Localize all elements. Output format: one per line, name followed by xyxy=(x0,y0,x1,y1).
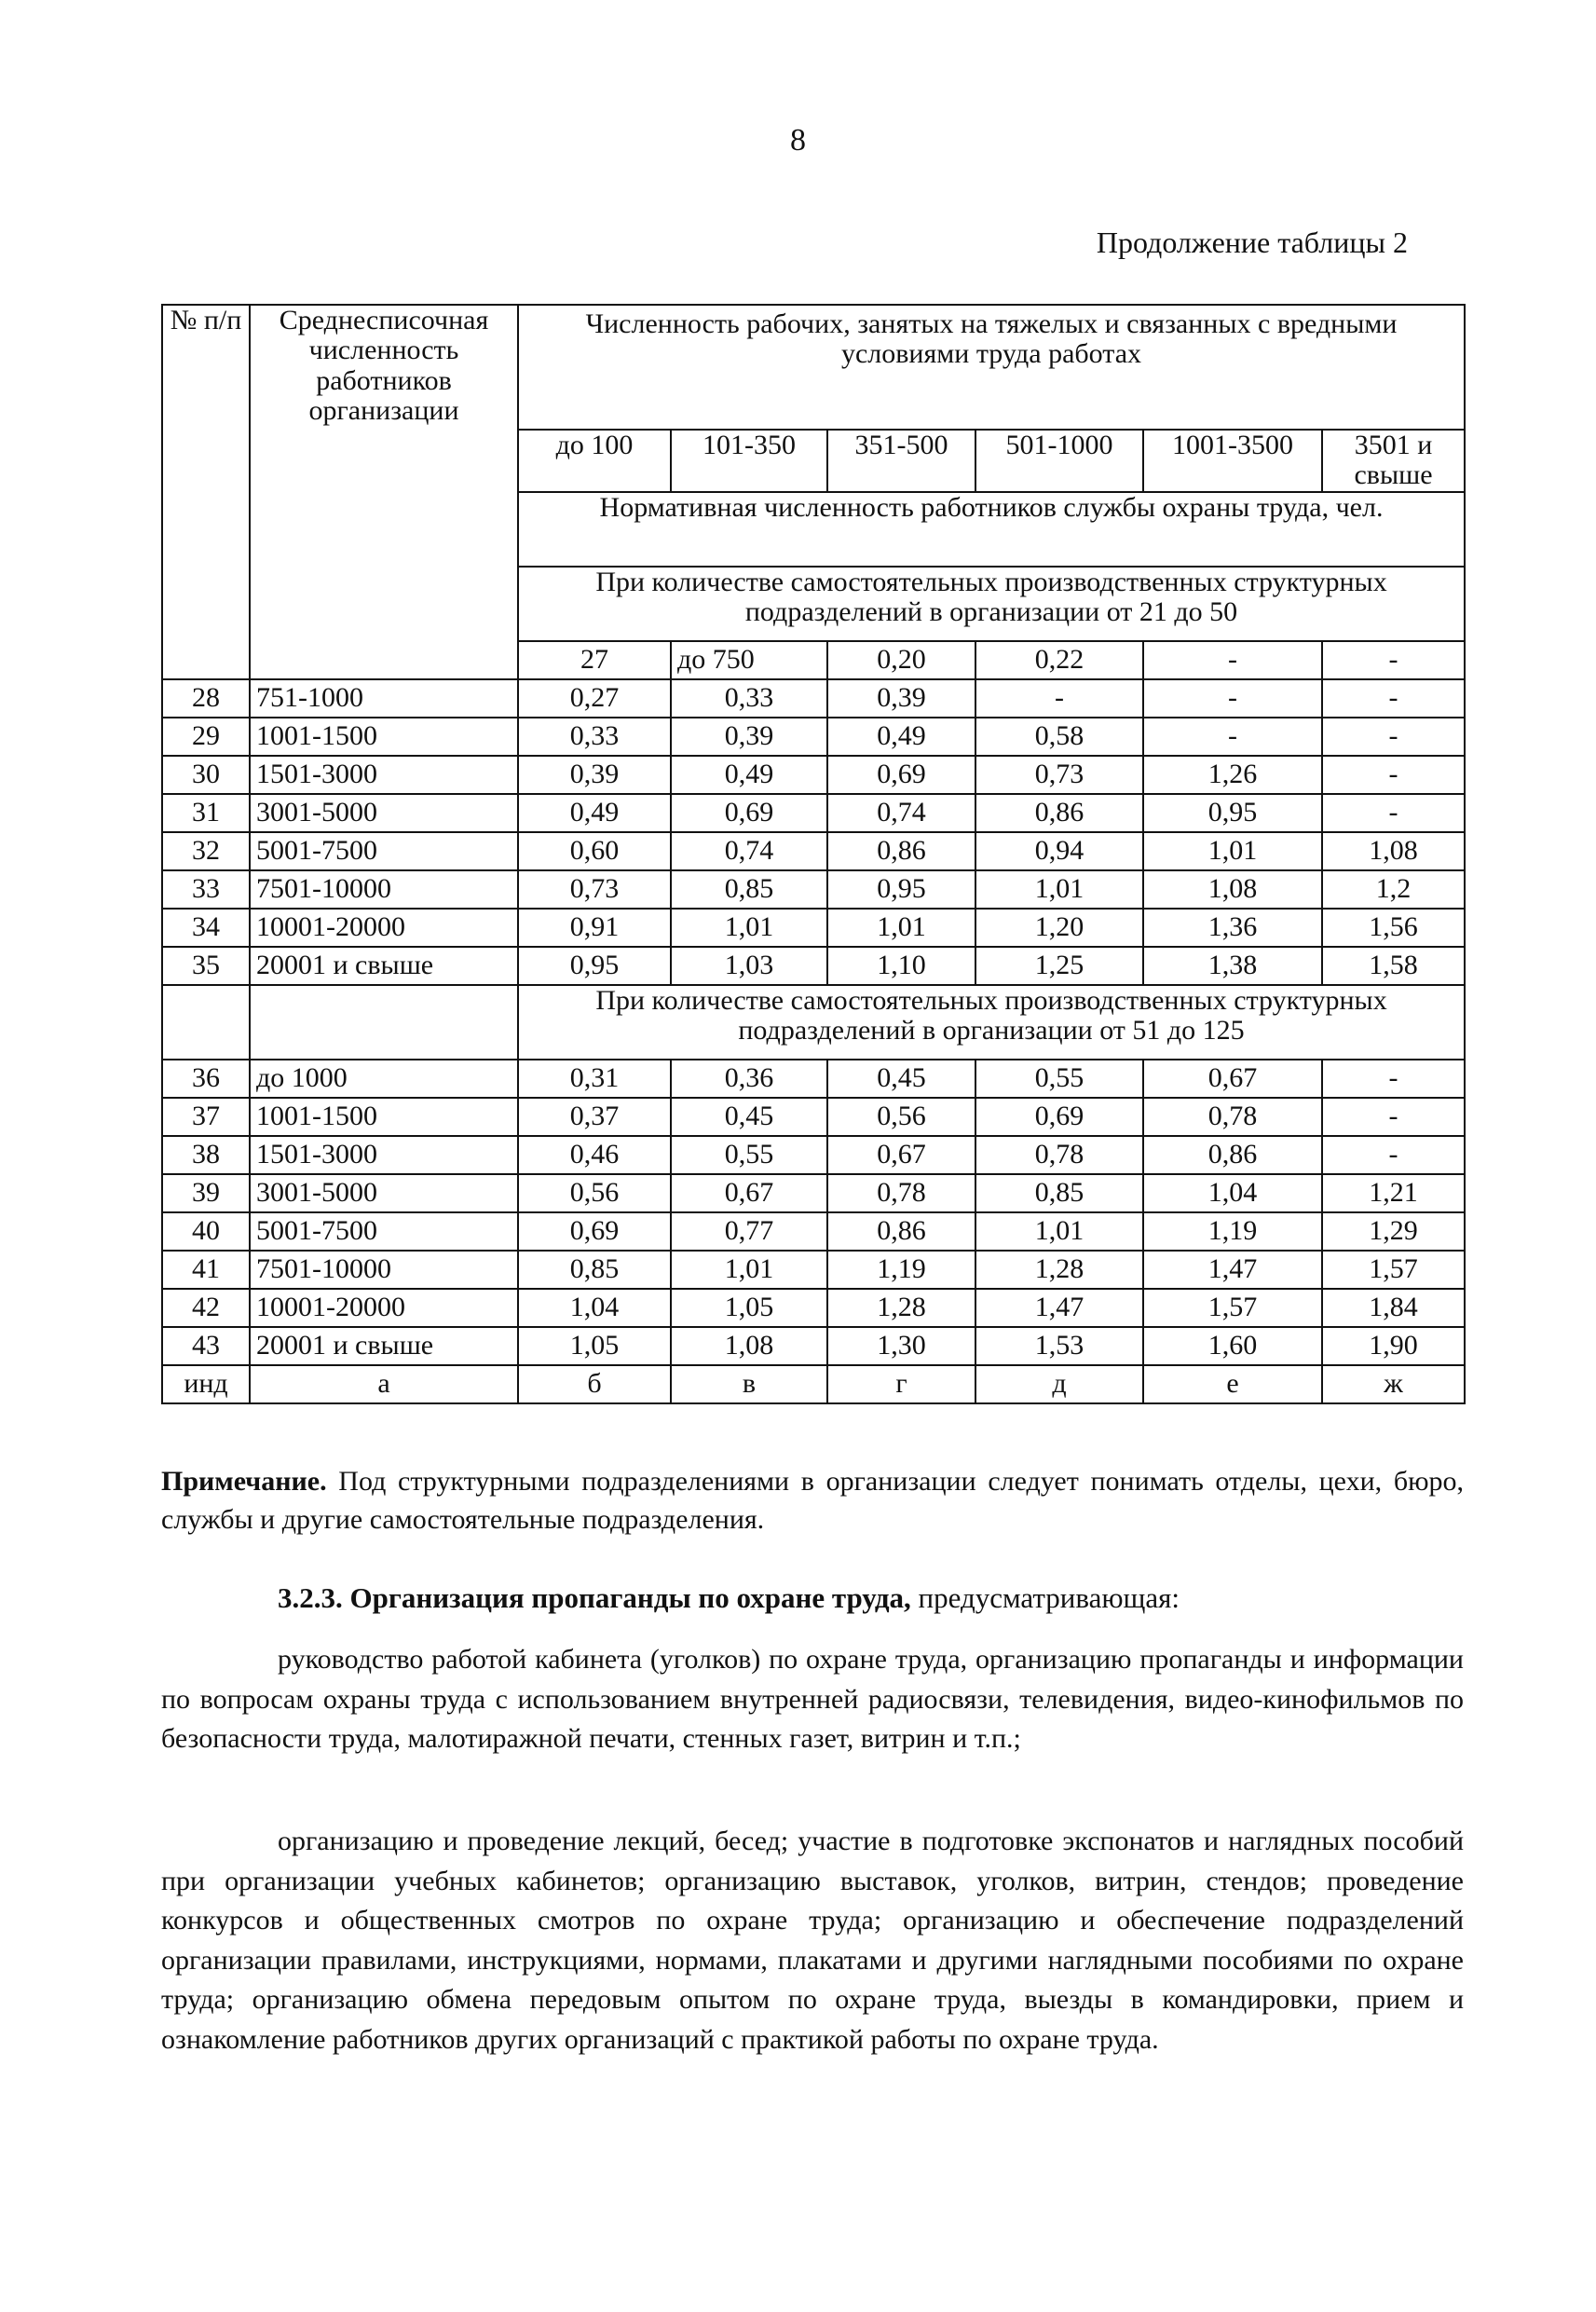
section-title-row xyxy=(162,985,1465,1060)
row-number: 31 xyxy=(162,794,250,832)
norm-value: 0,33 xyxy=(671,679,827,718)
section-title-21-50: При количестве самостоятельных производственных структурных подразделений в организации от 21 до 50 xyxy=(518,567,1465,641)
row-number: 28 xyxy=(162,679,250,718)
norm-value: 0,27 xyxy=(518,679,671,718)
norm-value: 1,57 xyxy=(1143,1289,1322,1327)
org-size-range: 751-1000 xyxy=(250,679,518,718)
norm-value: 1,01 xyxy=(975,1212,1143,1251)
index-cell: е xyxy=(1143,1365,1322,1403)
norm-value: 0,95 xyxy=(827,870,975,909)
table-continuation-label: Продолжение таблицы 2 xyxy=(1096,226,1408,259)
norm-value: 1,19 xyxy=(1143,1212,1322,1251)
norm-value: 0,55 xyxy=(671,1136,827,1174)
norm-value: 1,08 xyxy=(1322,832,1465,870)
norm-value: 1,30 xyxy=(827,1327,975,1365)
norm-value: 0,91 xyxy=(518,909,671,947)
org-size-range: 10001-20000 xyxy=(250,1289,518,1327)
norm-value: 1,60 xyxy=(1143,1327,1322,1365)
table-row xyxy=(162,1251,1465,1289)
norm-value: 1,03 xyxy=(671,947,827,985)
table-row xyxy=(162,1060,1465,1098)
norm-value: 1,08 xyxy=(671,1327,827,1365)
org-size-range: 1501-3000 xyxy=(250,756,518,794)
norm-value: 0,69 xyxy=(975,1098,1143,1136)
norm-value: 0,22 xyxy=(975,641,1143,679)
norm-value: 1,21 xyxy=(1322,1174,1465,1212)
norm-value: 1,29 xyxy=(1322,1212,1465,1251)
norm-value: 1,04 xyxy=(1143,1174,1322,1212)
note-label: Примечание. xyxy=(161,1466,327,1497)
norm-value: 0,45 xyxy=(671,1098,827,1136)
norm-value: - xyxy=(1322,641,1465,679)
norm-value: 1,05 xyxy=(518,1327,671,1365)
norm-value: 0,46 xyxy=(518,1136,671,1174)
org-size-range: 5001-7500 xyxy=(250,832,518,870)
col-header: 1001-3500 xyxy=(1143,430,1322,492)
norm-value: 0,67 xyxy=(1143,1060,1322,1098)
table-row xyxy=(162,1136,1465,1174)
norm-value: 1,28 xyxy=(827,1289,975,1327)
norm-value: 0,85 xyxy=(975,1174,1143,1212)
norm-value: 0,85 xyxy=(671,870,827,909)
table-row xyxy=(162,679,1465,718)
norm-value: - xyxy=(1143,641,1322,679)
norm-value: 0,58 xyxy=(975,718,1143,756)
col-header: до 100 xyxy=(518,430,671,492)
norm-value: 0,67 xyxy=(671,1174,827,1212)
org-size-range: до 1000 xyxy=(250,1060,518,1098)
org-size-range: 1001-1500 xyxy=(250,1098,518,1136)
norm-value: 0,67 xyxy=(827,1136,975,1174)
norm-value: - xyxy=(1322,1098,1465,1136)
org-size-range: 7501-10000 xyxy=(250,870,518,909)
norm-value: 0,77 xyxy=(671,1212,827,1251)
norm-value: 0,73 xyxy=(518,870,671,909)
norm-value: 0,73 xyxy=(975,756,1143,794)
table-row xyxy=(162,832,1465,870)
index-cell: г xyxy=(827,1365,975,1403)
org-size-range: 1001-1500 xyxy=(250,718,518,756)
table-row xyxy=(162,947,1465,985)
table-row xyxy=(162,756,1465,794)
norm-value: 0,56 xyxy=(827,1098,975,1136)
norm-value: 0,33 xyxy=(518,718,671,756)
index-cell: а xyxy=(250,1365,518,1403)
norm-value: 0,39 xyxy=(671,718,827,756)
norm-value: 1,47 xyxy=(975,1289,1143,1327)
norm-value: 0,86 xyxy=(827,832,975,870)
table-row xyxy=(162,718,1465,756)
note-text: Под структурными подразделениями в организации следует понимать отделы, цехи, бюро, службы и другие самостоятельные подразделения. xyxy=(161,1466,1464,1535)
header-workers-group: Численность рабочих, занятых на тяжелых и связанных с вредными условиями труда работах xyxy=(518,305,1465,430)
norm-value: - xyxy=(1322,718,1465,756)
norm-value: 1,20 xyxy=(975,909,1143,947)
norm-value: 0,20 xyxy=(827,641,975,679)
norm-value: 0,78 xyxy=(1143,1098,1322,1136)
page-number: 8 xyxy=(790,123,806,157)
row-number: 40 xyxy=(162,1212,250,1251)
org-size-range: 20001 и свыше xyxy=(250,1327,518,1365)
norm-value: - xyxy=(1143,718,1322,756)
table-row xyxy=(162,1289,1465,1327)
table-row xyxy=(162,1212,1465,1251)
norm-value: 0,94 xyxy=(975,832,1143,870)
table-note xyxy=(161,1463,1464,1539)
table-row xyxy=(162,1174,1465,1212)
table-row xyxy=(162,794,1465,832)
header-num: № п/п xyxy=(162,305,250,679)
norm-value: 0,86 xyxy=(975,794,1143,832)
norm-value: 1,57 xyxy=(1322,1251,1465,1289)
section-heading-bold: 3.2.3. Организация пропаганды по охране труда, xyxy=(278,1581,911,1614)
index-cell: д xyxy=(975,1365,1143,1403)
index-cell: б xyxy=(518,1365,671,1403)
norm-value: 1,2 xyxy=(1322,870,1465,909)
norm-value: 1,05 xyxy=(671,1289,827,1327)
col-header: 101-350 xyxy=(671,430,827,492)
norm-value: 1,10 xyxy=(827,947,975,985)
org-size-range: 5001-7500 xyxy=(250,1212,518,1251)
org-size-range: 3001-5000 xyxy=(250,794,518,832)
norm-value: 1,84 xyxy=(1322,1289,1465,1327)
norm-value: 1,19 xyxy=(827,1251,975,1289)
norm-value: 1,26 xyxy=(1143,756,1322,794)
col-header: 351-500 xyxy=(827,430,975,492)
index-cell: в xyxy=(671,1365,827,1403)
norm-value: 1,47 xyxy=(1143,1251,1322,1289)
norm-value: 0,36 xyxy=(671,1060,827,1098)
norm-value: 1,25 xyxy=(975,947,1143,985)
header-org-size: Среднесписочная численность работников организации xyxy=(250,305,518,679)
norm-value: 1,90 xyxy=(1322,1327,1465,1365)
norm-value: 0,56 xyxy=(518,1174,671,1212)
header-row xyxy=(162,305,1465,430)
norm-value: - xyxy=(1322,679,1465,718)
norm-value: 1,08 xyxy=(1143,870,1322,909)
norm-value: 0,69 xyxy=(827,756,975,794)
norm-value: 0,85 xyxy=(518,1251,671,1289)
row-number: 39 xyxy=(162,1174,250,1212)
row-number: 27 xyxy=(518,641,671,679)
norm-value: 0,37 xyxy=(518,1098,671,1136)
norm-value: 0,74 xyxy=(827,794,975,832)
norm-value: 0,74 xyxy=(671,832,827,870)
norm-value: 1,01 xyxy=(1143,832,1322,870)
org-size-range: 20001 и свыше xyxy=(250,947,518,985)
empty-cell xyxy=(250,985,518,1060)
col-header: 3501 и свыше xyxy=(1322,430,1465,492)
org-size-range: до 750 xyxy=(671,641,827,679)
org-size-range: 10001-20000 xyxy=(250,909,518,947)
norm-value: 0,49 xyxy=(518,794,671,832)
table-row xyxy=(162,1327,1465,1365)
paragraph: руководство работой кабинета (уголков) по охране труда, организацию пропаганды и информации по вопросам охраны труда с использованием внутренней радиосвязи, телевидения, видео-кинофильмов по безопасности труда, малотиражной печати, стенных газет, витрин и т.п.; xyxy=(161,1644,1464,1755)
norm-value: 0,39 xyxy=(827,679,975,718)
row-number: 36 xyxy=(162,1060,250,1098)
table-row xyxy=(162,870,1465,909)
col-header: 501-1000 xyxy=(975,430,1143,492)
norm-value: 0,69 xyxy=(671,794,827,832)
empty-cell xyxy=(162,985,250,1060)
org-size-range: 1501-3000 xyxy=(250,1136,518,1174)
norm-value: 0,49 xyxy=(827,718,975,756)
norm-value: - xyxy=(1322,1060,1465,1098)
norm-value: - xyxy=(1322,756,1465,794)
section-heading xyxy=(278,1581,1180,1615)
norm-value: 1,56 xyxy=(1322,909,1465,947)
section-heading-rest: предусматривающая: xyxy=(910,1581,1180,1614)
norm-value: 1,01 xyxy=(671,909,827,947)
row-number: 34 xyxy=(162,909,250,947)
row-number: 33 xyxy=(162,870,250,909)
table-row xyxy=(162,909,1465,947)
row-number: 35 xyxy=(162,947,250,985)
section-title-51-125: При количестве самостоятельных производственных структурных подразделений в организации от 51 до 125 xyxy=(518,985,1465,1060)
norm-value: 1,28 xyxy=(975,1251,1143,1289)
norm-value: 1,01 xyxy=(827,909,975,947)
norm-value: 0,55 xyxy=(975,1060,1143,1098)
norm-value: 0,49 xyxy=(671,756,827,794)
norm-value: 0,95 xyxy=(518,947,671,985)
norm-value: 1,53 xyxy=(975,1327,1143,1365)
norm-value: 1,36 xyxy=(1143,909,1322,947)
norm-value: 0,95 xyxy=(1143,794,1322,832)
norm-value: 0,31 xyxy=(518,1060,671,1098)
norm-label: Нормативная численность работников службы охраны труда, чел. xyxy=(518,492,1465,567)
norm-value: - xyxy=(975,679,1143,718)
norm-value: - xyxy=(1322,1136,1465,1174)
index-cell: инд xyxy=(162,1365,250,1403)
norm-value: 0,86 xyxy=(827,1212,975,1251)
norm-value: - xyxy=(1143,679,1322,718)
row-number: 42 xyxy=(162,1289,250,1327)
paragraph: организацию и проведение лекций, бесед; участие в подготовке экспонатов и наглядных пособий при организации учебных кабинетов; организацию выставок, уголков, витрин, стендов; проведение конкурсов и общественных смотров по охране труда; организацию и обеспечение подразделений организации правилами, инструкциями, нормами, плакатами и другими наглядными пособиями по охране труда; организацию обмена передовым опытом по охране труда, выезды в командировки, прием и ознакомление работников других организаций с практикой работы по охране труда. xyxy=(161,1826,1464,2055)
row-number: 41 xyxy=(162,1251,250,1289)
staffing-norms-table xyxy=(161,304,1466,1404)
norm-value: 1,01 xyxy=(671,1251,827,1289)
norm-value: 0,60 xyxy=(518,832,671,870)
row-number: 30 xyxy=(162,756,250,794)
norm-value: 0,39 xyxy=(518,756,671,794)
org-size-range: 7501-10000 xyxy=(250,1251,518,1289)
norm-value: 0,78 xyxy=(827,1174,975,1212)
norm-value: - xyxy=(1322,794,1465,832)
row-number: 43 xyxy=(162,1327,250,1365)
index-row xyxy=(162,1365,1465,1403)
norm-value: 1,38 xyxy=(1143,947,1322,985)
norm-value: 1,04 xyxy=(518,1289,671,1327)
norm-value: 0,78 xyxy=(975,1136,1143,1174)
norm-value: 1,01 xyxy=(975,870,1143,909)
norm-value: 0,86 xyxy=(1143,1136,1322,1174)
norm-value: 0,69 xyxy=(518,1212,671,1251)
org-size-range: 3001-5000 xyxy=(250,1174,518,1212)
table-row xyxy=(162,1098,1465,1136)
row-number: 37 xyxy=(162,1098,250,1136)
row-number: 38 xyxy=(162,1136,250,1174)
norm-value: 1,58 xyxy=(1322,947,1465,985)
row-number: 29 xyxy=(162,718,250,756)
norm-value: 0,45 xyxy=(827,1060,975,1098)
row-number: 32 xyxy=(162,832,250,870)
index-cell: ж xyxy=(1322,1365,1465,1403)
